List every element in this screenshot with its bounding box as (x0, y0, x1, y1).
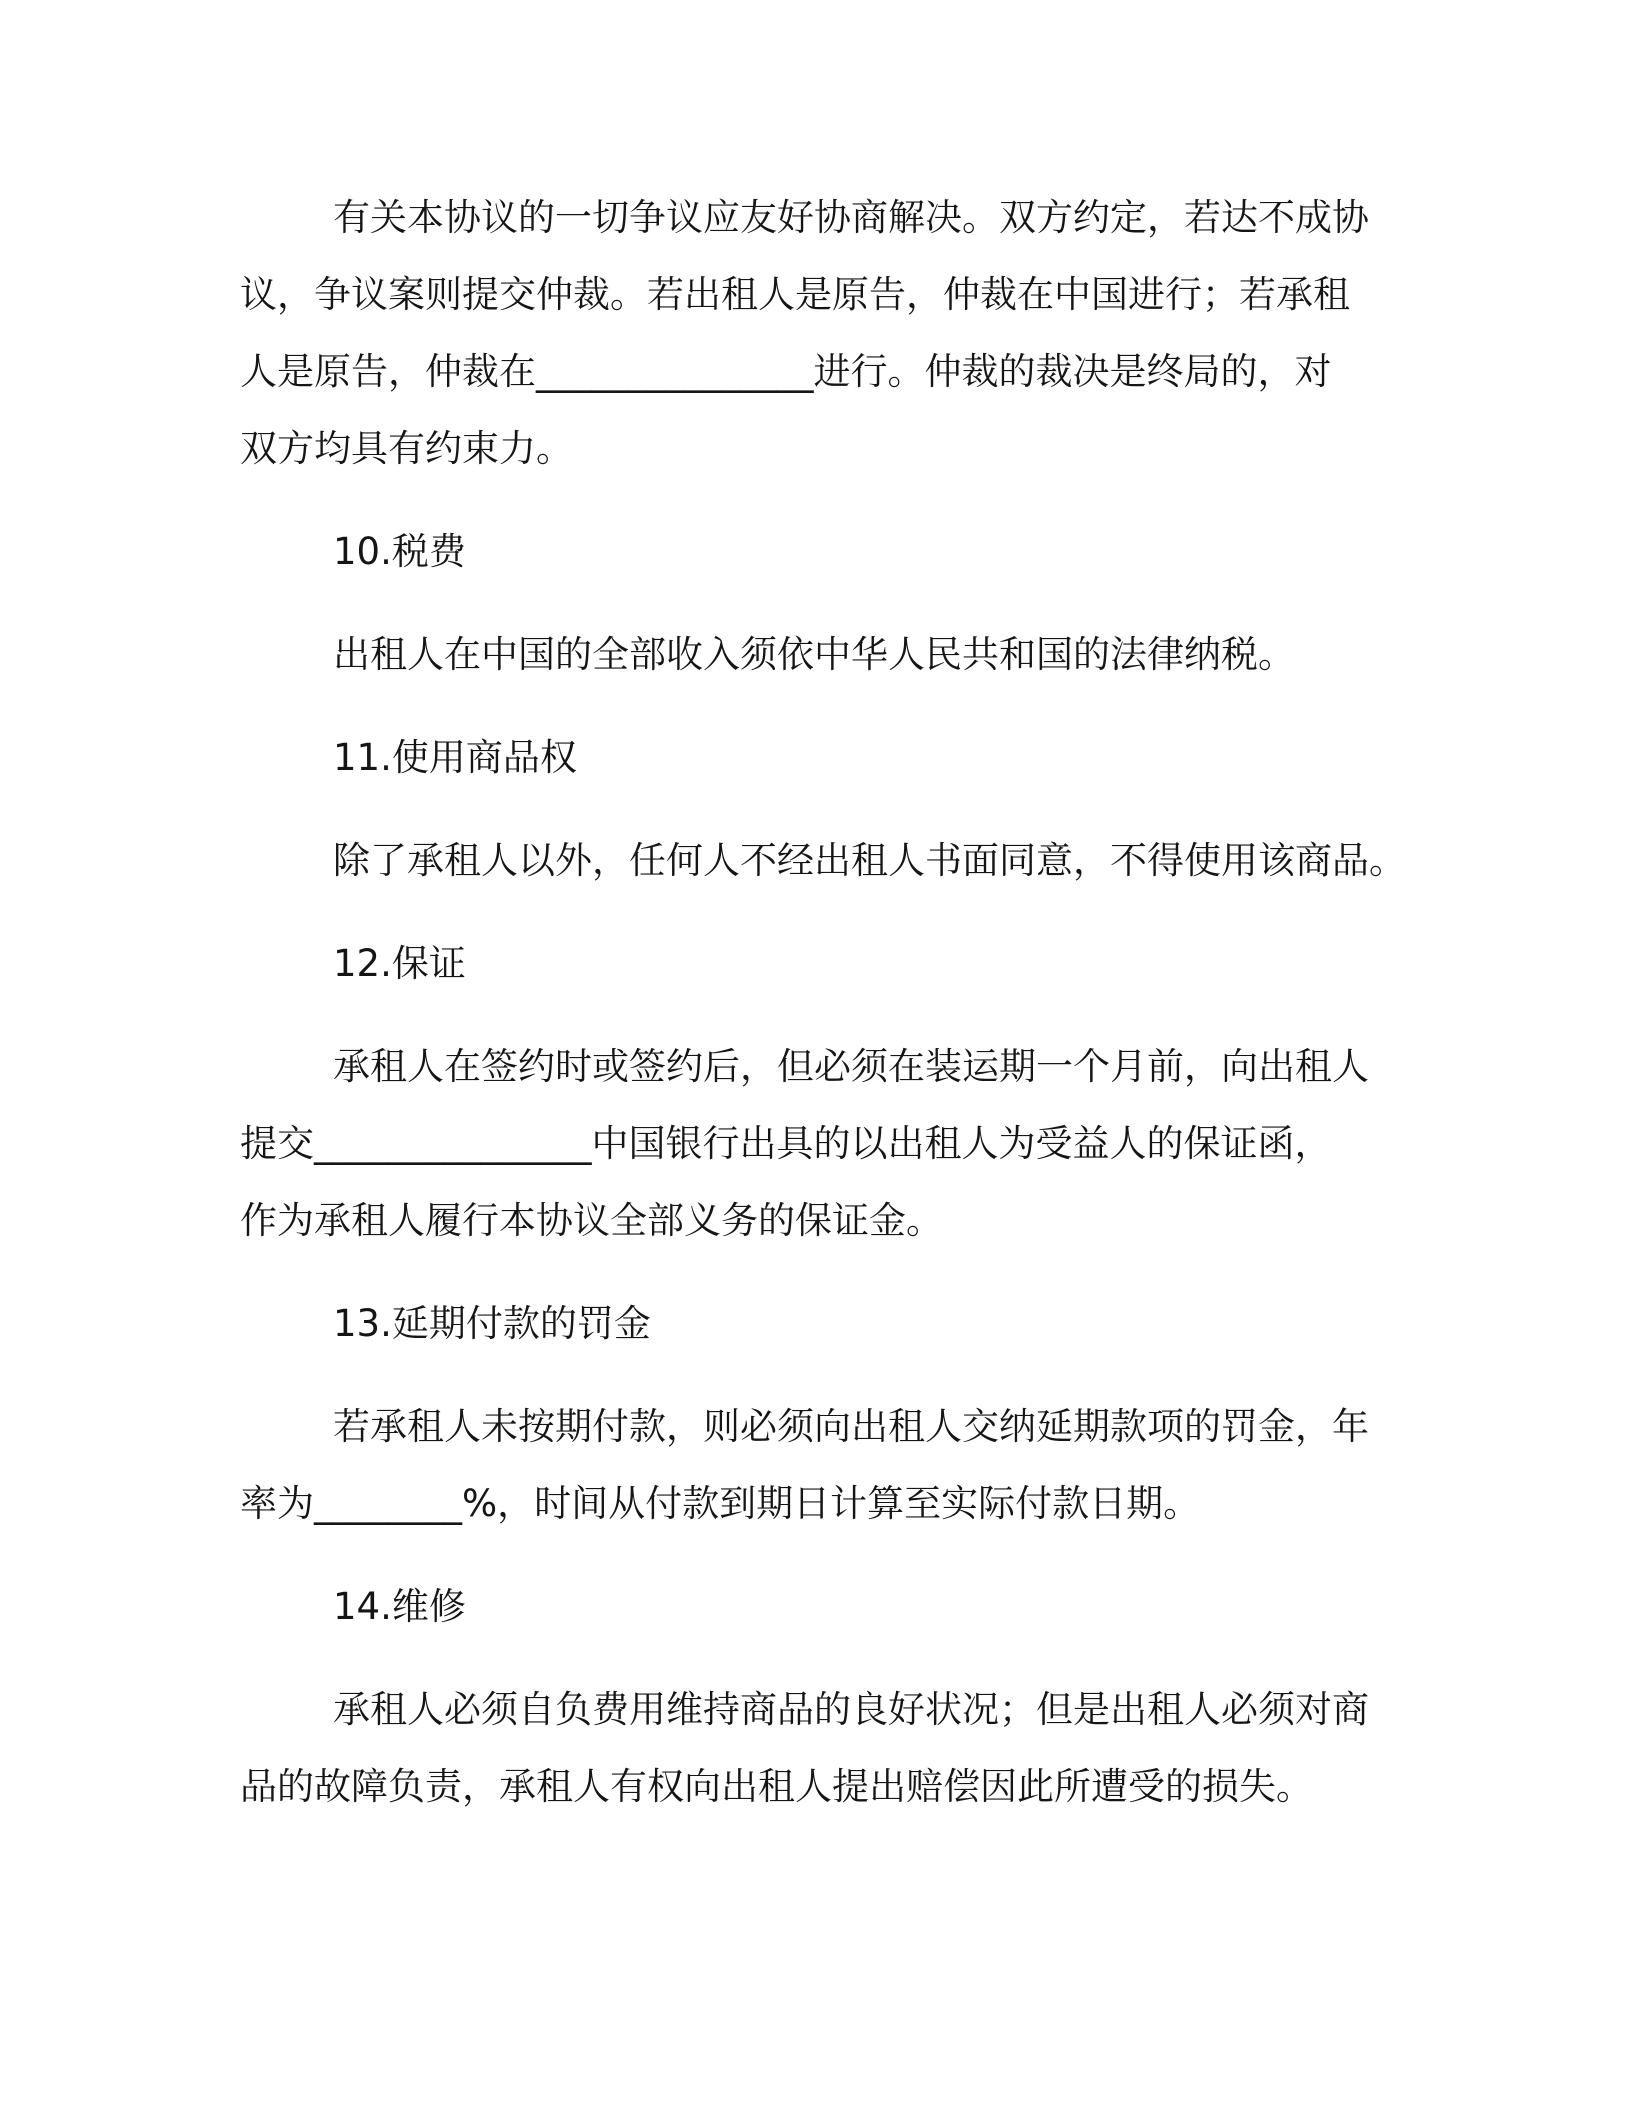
right-of-use-paragraph (240, 822, 1632, 899)
section-heading-guarantee (240, 925, 1632, 1002)
maintenance-paragraph (240, 1671, 1632, 1825)
section-heading-taxes (240, 513, 1632, 590)
paragraph-line: 若承租人未按期付款，则必须向出租人交纳延期款项的罚金，年 (333, 1405, 1369, 1448)
late-payment-penalty-paragraph (240, 1388, 1632, 1542)
paragraph-line: 出租人在中国的全部收入须依中华人民共和国的法律纳税。 (333, 633, 1295, 676)
paragraph-line: 率为________%，时间从付款到期日计算至实际付款日期。 (240, 1482, 1201, 1525)
paragraph-line: 承租人在签约时或签约后，但必须在装运期一个月前，向出租人 (333, 1045, 1369, 1088)
paragraph-line: 双方均具有约束力。 (240, 427, 573, 470)
section-heading-late-payment-penalty (240, 1285, 1632, 1362)
paragraph-line: 议，争议案则提交仲裁。若出租人是原告，仲裁在中国进行；若承租 (240, 273, 1350, 316)
paragraph-line: 有关本协议的一切争议应友好协商解决。双方约定，若达不成协 (333, 196, 1369, 239)
section-heading: 13.延期付款的罚金 (333, 1302, 651, 1345)
paragraph-line: 提交_______________中国银行出具的以出租人为受益人的保证函， (240, 1122, 1332, 1165)
paragraph-line: 人是原告，仲裁在_______________进行。仲裁的裁决是终局的，对 (240, 350, 1332, 393)
section-heading-right-of-use (240, 719, 1632, 796)
paragraph-line: 承租人必须自负费用维持商品的良好状况；但是出租人必须对商 (333, 1688, 1369, 1731)
taxes-paragraph (240, 616, 1632, 693)
section-heading: 14.维修 (333, 1585, 466, 1628)
section-heading-maintenance (240, 1568, 1632, 1645)
guarantee-paragraph (240, 1028, 1632, 1259)
paragraph-line: 品的故障负责，承租人有权向出租人提出赔偿因此所遭受的损失。 (240, 1765, 1313, 1808)
paragraph-line: 除了承租人以外，任何人不经出租人书面同意，不得使用该商品。 (333, 839, 1406, 882)
section-heading: 10.税费 (333, 530, 466, 573)
dispute-resolution-paragraph (240, 179, 1632, 487)
section-heading: 11.使用商品权 (333, 736, 577, 779)
section-heading: 12.保证 (333, 942, 466, 985)
paragraph-line: 作为承租人履行本协议全部义务的保证金。 (240, 1199, 943, 1242)
